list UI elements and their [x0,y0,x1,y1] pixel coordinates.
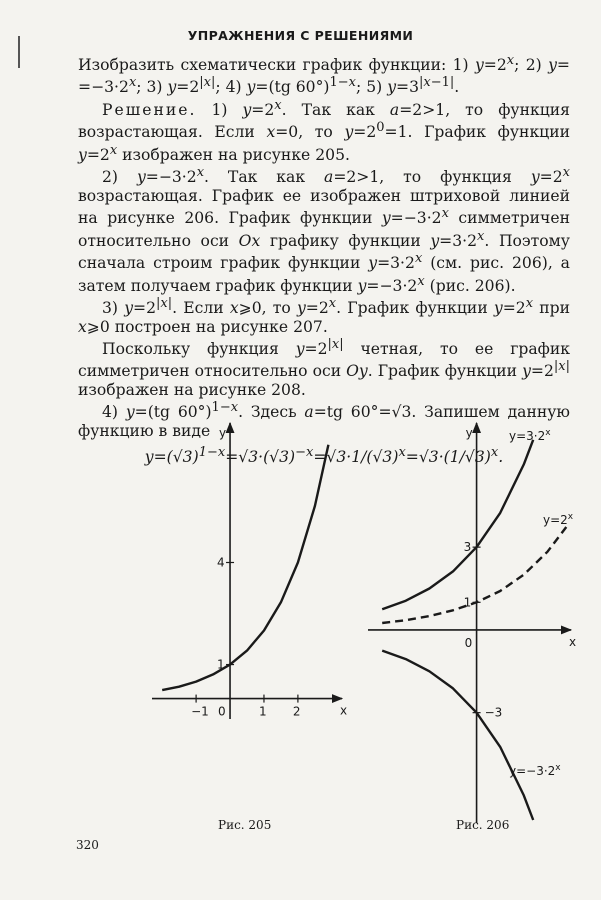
formula-rewrite: $y=(√3)^{1-x}=√3\cdot(√3)^{-x}=√3\cdot 1/(√3)^x=√3\cdot(1/√3)^x$. [144,444,504,467]
figure-205 [152,423,347,719]
x-tick-label: 1 [258,704,267,719]
series-line [382,651,533,820]
caption-fig-206: Рис. 206 [456,818,510,832]
y-tick-label: 1 [463,595,472,610]
series-label-exponent: x [545,428,551,438]
page-number: 320 [76,838,99,852]
paragraph-solution-4: 4) y=(tg 60°)$^{1-x}$. Здесь a=tg 60°=√3. Запишем данную функцию в виде [78,400,571,440]
x-tick-label: −1 [191,704,209,719]
series-label: $y=2^x$ [543,512,574,527]
paragraph-solution-2: 2) $y=-3\cdot 2^x$. Так как a=2>1, то функция $y=2^x$ возрастающая. График ее изображен штриховой линией на рисунке 206. График функции $y=-3\cdot 2^x$ симметричен относительно оси Ox графику функции $y=3\cdot 2^x$. Поэтому сначала строим график функции $y=3\cdot 2^x$ (см. рис. 206), а затем получаем график функции $y=-3\cdot 2^x$ (рис. 206). [78,165,570,295]
x-tick-label: 2 [292,704,301,719]
y-axis-label: y [465,426,473,440]
y-tick-label: 1 [217,657,225,672]
series-label: $y=3\cdot 2^x$ [509,428,551,443]
caption-fig-205: Рис. 205 [218,818,272,832]
series-label-exponent: x [555,763,561,773]
paragraph-solution-3: 3) $y=2^{|x|}$. Если x⩾0, то $y=2^x$. График функции $y=2^x$ при x⩾0 построен на рисунке 207. [78,296,570,336]
paragraph-solution-1: Решение. 1) $y=2^x$. Так как a=2>1, то функция возрастающая. Если x=0, то $y=2^0=1$. График функции $y=2^x$ изображен на рисунке 205. [78,97,570,165]
paragraph-solution-even: Поскольку функция $y=2^{|x|}$ четная, то ее график симметричен относительно оси Oy. График функции $y=2^{|x|}$ изображен на рисунке 208. [78,336,570,399]
series-label-exponent: x [567,512,574,522]
y-tick-label: −3 [484,705,503,720]
y-tick-label: 4 [217,555,225,570]
figure-206 [368,423,576,823]
series-line [162,445,328,690]
y-axis-label: y [219,426,227,440]
x-tick-label: 0 [464,635,473,650]
paragraph-task: Изобразить схематически график функции: 1) $y=2^x$; 2) $y= =-3\cdot 2^x$; 3) $y=2^{|x|}$; 4) y=(tg 60°)$^{1-x}$; 5) $y=3^{|x-1|}$. [78,53,570,97]
x-axis-label: x [340,703,348,718]
x-tick-label: 0 [218,704,226,719]
series-line [382,527,566,623]
section-heading: УПРАЖНЕНИЯ С РЕШЕНИЯМИ [187,28,414,43]
series-label: $y=-3\cdot 2^x$ [509,763,561,778]
y-tick-label: 3 [463,540,472,555]
x-axis-label: x [569,634,577,649]
